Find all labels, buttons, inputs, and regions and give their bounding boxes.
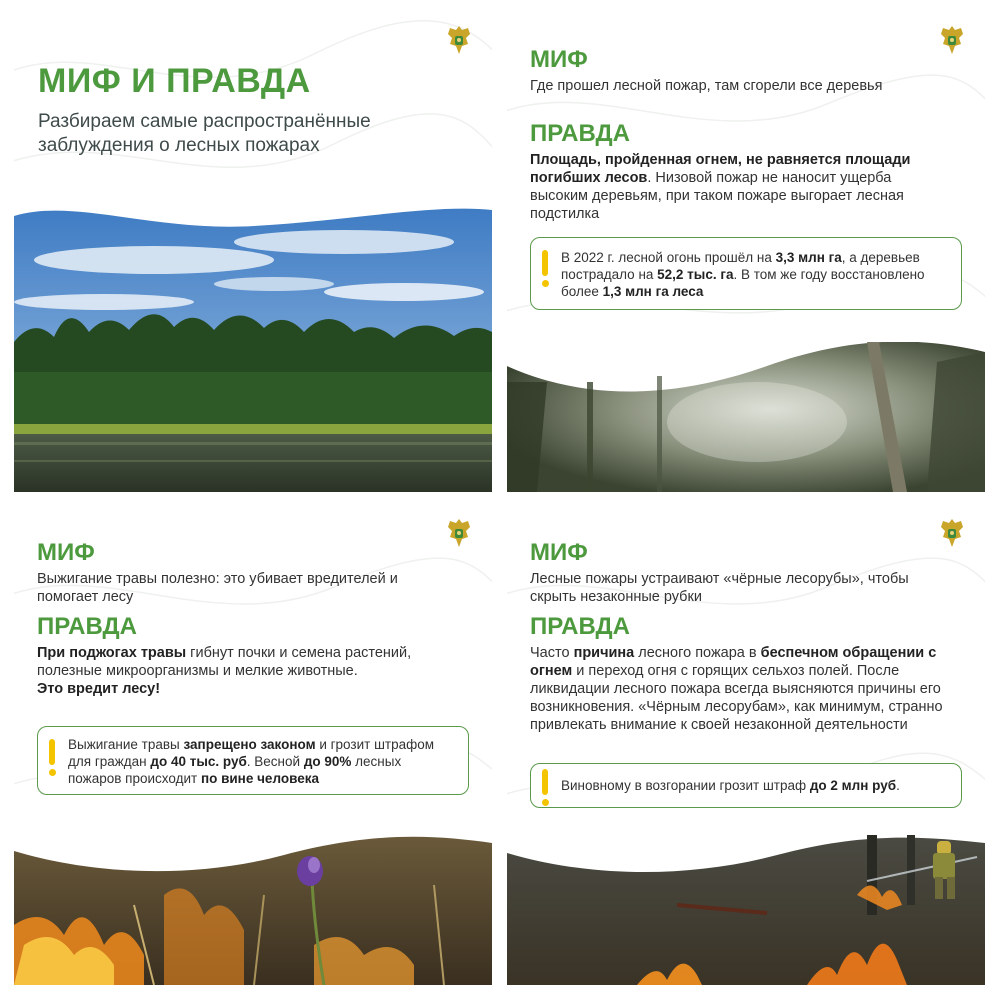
exclamation-icon: [541, 250, 549, 287]
truth-heading: ПРАВДА: [530, 613, 630, 640]
fact-text: Выжигание травы запрещено законом и грозит штрафом для граждан до 40 тыс. руб. Весной до 90% лесных пожаров происходит по вине человека: [68, 737, 434, 786]
page-title: МИФ И ПРАВДА: [38, 62, 311, 100]
card-myth-burned-trees: [507, 14, 985, 492]
myth-heading: МИФ: [37, 539, 95, 566]
exclamation-icon: [541, 769, 549, 806]
coat-of-arms-icon: [937, 517, 967, 551]
fact-box: [37, 726, 469, 795]
coat-of-arms-icon: [937, 24, 967, 58]
myth-heading: МИФ: [530, 46, 588, 73]
burning-grass-flower-photo: [14, 835, 492, 985]
card-myth-grass-burning: [14, 507, 492, 985]
truth-rest: . Низовой пожар не наносит ущерба высоким деревьям, при таком пожаре выгорает лесная подстилка: [530, 170, 904, 222]
truth-bold: Площадь, пройденная огнем, не равняется площади погибших лесов: [530, 152, 911, 186]
truth-text: [530, 151, 950, 223]
truth-text: Часто причина лесного пожара в беспечном обращении с огнем и переход огня с горящих сельхоз полей. После ликвидации лесного пожара всегда выясняются причины его возникновения. «Чёрным лесорубам», как минимум, странно привлекать внимание к своей незаконной деятельности: [530, 645, 943, 733]
coat-of-arms-icon: [444, 24, 474, 58]
myth-text: Где прошел лесной пожар, там сгорели все деревья: [530, 78, 883, 94]
truth-rest: гибнут почки и семена растений, полезные микроорганизмы и мелкие животные.: [37, 645, 412, 679]
fact-text: Виновному в возгорании грозит штраф до 2 млн руб.: [561, 778, 900, 793]
fact-box: [530, 237, 962, 310]
subtitle: Разбираем самые распространённые заблуждения о лесных пожарах: [38, 111, 371, 156]
truth-bold-2: Это вредит лесу!: [37, 681, 161, 697]
card-myth-black-loggers: [507, 507, 985, 985]
truth-heading: ПРАВДА: [37, 613, 137, 640]
firefighter-forest-fire-photo: [507, 835, 985, 985]
myth-text: Лесные пожары устраивают «чёрные лесорубы», чтобы скрыть незаконные рубки: [530, 571, 909, 605]
card-intro: [14, 14, 492, 492]
forest-lake-photo: [14, 202, 492, 492]
exclamation-icon: [48, 739, 56, 776]
fact-box: [530, 763, 962, 808]
smoky-forest-photo: [507, 342, 985, 492]
coat-of-arms-icon: [444, 517, 474, 551]
myth-text: Выжигание травы полезно: это убивает вредителей и помогает лесу: [37, 571, 398, 605]
truth-text: [37, 644, 462, 698]
fact-text: В 2022 г. лесной огонь прошёл на 3,3 млн га, а деревьев пострадало на 52,2 тыс. га. В том же году восстановлено более 1,3 млн га леса: [561, 250, 925, 299]
truth-heading: ПРАВДА: [530, 120, 630, 147]
truth-bold: При поджогах травы: [37, 645, 187, 661]
myth-heading: МИФ: [530, 539, 588, 566]
